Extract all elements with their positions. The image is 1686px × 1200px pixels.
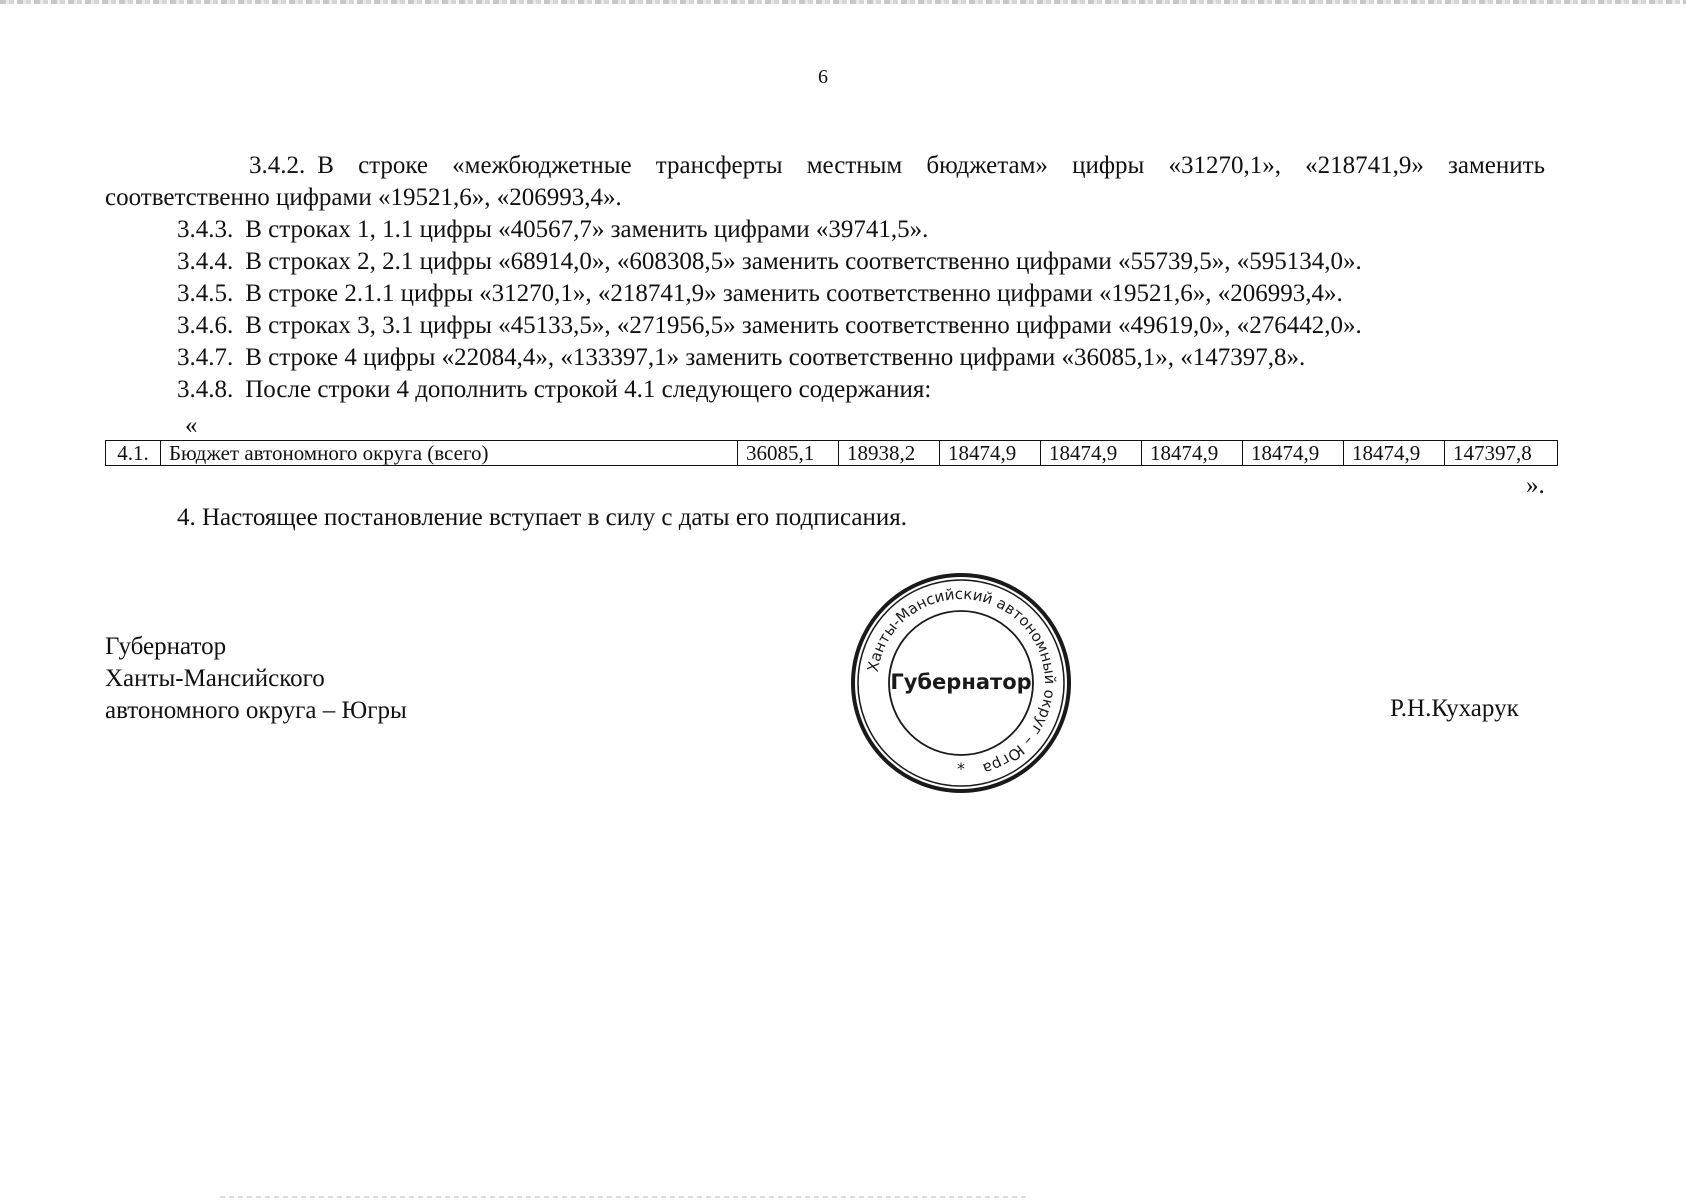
amendment-text: После строки 4 дополнить строкой 4.1 следующего содержания: — [245, 376, 932, 403]
amendment-3-4-7 — [177, 342, 1305, 374]
governor-seal — [850, 572, 1072, 794]
value-cell: 18474,9 — [1142, 441, 1243, 466]
signer-name: Р.Н.Кухарук — [1390, 695, 1519, 722]
position-line-3: автономного округа – Югры — [105, 697, 407, 724]
value-cell: 18474,9 — [940, 441, 1041, 466]
value-cell: 36085,1 — [738, 441, 839, 466]
amendment-text: В строке 2.1.1 цифры «31270,1», «218741,9» заменить соответственно цифрами «19521,6», «206993,4». — [245, 280, 1343, 307]
seal-center-text: Губернатор — [890, 670, 1032, 694]
value-cell: 18474,9 — [1041, 441, 1142, 466]
seal-ring-text: Ханты-Мансийский автономный округ – Югра — [863, 584, 1060, 778]
clause-4: 4. Настоящее постановление вступает в силу с даты его подписания. — [177, 504, 907, 531]
total-value-cell: 147397,8 — [1445, 441, 1558, 466]
amendment-number: 3.4.3. — [177, 216, 234, 243]
amendment-3-4-4 — [177, 246, 1362, 278]
amendment-3-4-5 — [177, 278, 1343, 310]
amendment-number: 3.4.2. — [249, 152, 306, 179]
value-cell: 18474,9 — [1243, 441, 1344, 466]
amendment-3-4-8 — [177, 374, 931, 406]
scan-edge-top — [0, 0, 1686, 4]
inserted-table-row — [105, 440, 1558, 466]
seal-star-icon: * — [957, 759, 965, 778]
value-cell: 18474,9 — [1344, 441, 1445, 466]
amendment-3-4-6 — [177, 310, 1362, 342]
amendment-3-4-2-line1 — [105, 150, 1545, 182]
amendment-3-4-2-line2: соответственно цифрами «19521,6», «206993,4». — [105, 184, 622, 211]
signatory-position — [105, 631, 407, 727]
row-number-cell: 4.1. — [106, 441, 161, 466]
amendment-text: В строке «межбюджетные трансферты местным бюджетам» цифры «31270,1», «218741,9» заменить — [317, 152, 1545, 179]
row-label-cell: Бюджет автономного округа (всего) — [161, 441, 738, 466]
amendment-3-4-2 — [105, 150, 1545, 214]
amendment-text: В строках 2, 2.1 цифры «68914,0», «608308,5» заменить соответственно цифрами «55739,5», «595134,0». — [245, 248, 1362, 275]
open-quote: « — [185, 412, 198, 439]
amendment-text: В строках 3, 3.1 цифры «45133,5», «271956,5» заменить соответственно цифрами «49619,0», «276442,0». — [245, 312, 1362, 339]
amendment-number: 3.4.6. — [177, 312, 234, 339]
amendment-number: 3.4.5. — [177, 280, 234, 307]
page-number: 6 — [818, 66, 828, 88]
amendment-number: 3.4.4. — [177, 248, 234, 275]
amendment-text: В строках 1, 1.1 цифры «40567,7» заменить цифрами «39741,5». — [245, 216, 929, 243]
amendment-text: В строке 4 цифры «22084,4», «133397,1» заменить соответственно цифрами «36085,1», «147397,8». — [245, 344, 1306, 371]
amendment-number: 3.4.8. — [177, 376, 234, 403]
value-cell: 18938,2 — [839, 441, 940, 466]
amendment-number: 3.4.7. — [177, 344, 234, 371]
scan-edge-bottom — [220, 1196, 1030, 1198]
position-line-1: Губернатор — [105, 633, 227, 660]
close-quote: ». — [1526, 472, 1545, 499]
position-line-2: Ханты-Мансийского — [105, 665, 325, 692]
amendment-3-4-3 — [177, 214, 928, 246]
table-row — [106, 441, 1558, 466]
